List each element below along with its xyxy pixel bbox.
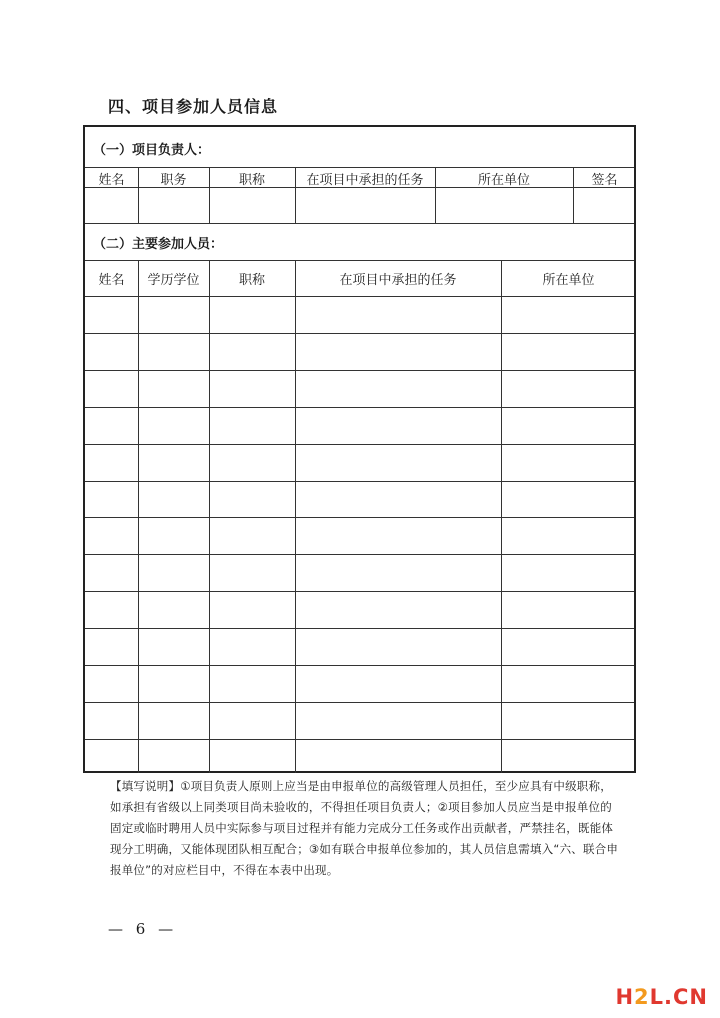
leader-col-name: 姓名 bbox=[98, 173, 125, 188]
members-vline-2 bbox=[209, 260, 210, 773]
members-row-divider bbox=[85, 665, 634, 666]
members-heading-divider bbox=[85, 260, 634, 261]
members-row-divider bbox=[85, 407, 634, 408]
members-col-name: 姓名 bbox=[98, 273, 125, 288]
members-header-divider bbox=[85, 296, 634, 297]
leader-col-unit: 所在单位 bbox=[477, 173, 530, 188]
watermark-part3: L.CN bbox=[649, 985, 708, 1009]
members-row-divider bbox=[85, 591, 634, 592]
leader-heading-divider bbox=[85, 167, 634, 168]
leader-col-signature: 签名 bbox=[591, 173, 618, 188]
members-vline-1 bbox=[138, 260, 139, 773]
members-col-task: 在项目中承担的任务 bbox=[339, 273, 457, 288]
section-title: 四、项目参加人员信息 bbox=[108, 97, 279, 116]
leader-vline-5 bbox=[573, 167, 574, 223]
members-col-unit: 所在单位 bbox=[542, 273, 595, 288]
leader-row-divider bbox=[85, 223, 634, 224]
members-row-divider bbox=[85, 702, 634, 703]
members-row-divider bbox=[85, 370, 634, 371]
members-vline-4 bbox=[501, 260, 502, 773]
members-row-divider bbox=[85, 628, 634, 629]
leader-section-heading: （一）项目负责人： bbox=[93, 143, 211, 158]
watermark-part1: H bbox=[615, 985, 635, 1009]
members-row-divider bbox=[85, 739, 634, 740]
members-col-title: 职称 bbox=[238, 273, 265, 288]
page-number: — 6 — bbox=[108, 920, 178, 938]
leader-header-divider bbox=[85, 187, 634, 188]
watermark-logo bbox=[615, 985, 708, 1009]
personnel-form bbox=[83, 125, 636, 773]
members-row-divider bbox=[85, 481, 634, 482]
members-row-divider bbox=[85, 554, 634, 555]
leader-col-task: 在项目中承担的任务 bbox=[306, 173, 424, 188]
members-row-divider bbox=[85, 444, 634, 445]
members-section-heading: （二）主要参加人员： bbox=[93, 237, 224, 252]
leader-col-title: 职称 bbox=[238, 173, 265, 188]
leader-vline-2 bbox=[209, 167, 210, 223]
leader-vline-3 bbox=[295, 167, 296, 223]
members-vline-3 bbox=[295, 260, 296, 773]
leader-col-duty: 职务 bbox=[160, 173, 187, 188]
leader-vline-1 bbox=[138, 167, 139, 223]
members-col-degree: 学历学位 bbox=[147, 273, 200, 288]
members-row-divider bbox=[85, 333, 634, 334]
leader-vline-4 bbox=[435, 167, 436, 223]
watermark-part2: 2 bbox=[634, 985, 650, 1009]
fill-instructions-note: 【填写说明】①项目负责人原则上应当是由申报单位的高级管理人员担任，至少应具有中级职称，如承担有省级以上同类项目尚未验收的，不得担任项目负责人；②项目参加人员应当是申报单位的固定或临时聘用人员中实际参与项目过程并有能力完成分工任务或作出贡献者，严禁挂名，既能体现分工明确，又能体现团队相互配合；③如有联合申报单位参加的，其人员信息需填入“六、联合申报单位”的对应栏目中，不得在本表中出现。 bbox=[110, 779, 619, 877]
members-row-divider bbox=[85, 517, 634, 518]
